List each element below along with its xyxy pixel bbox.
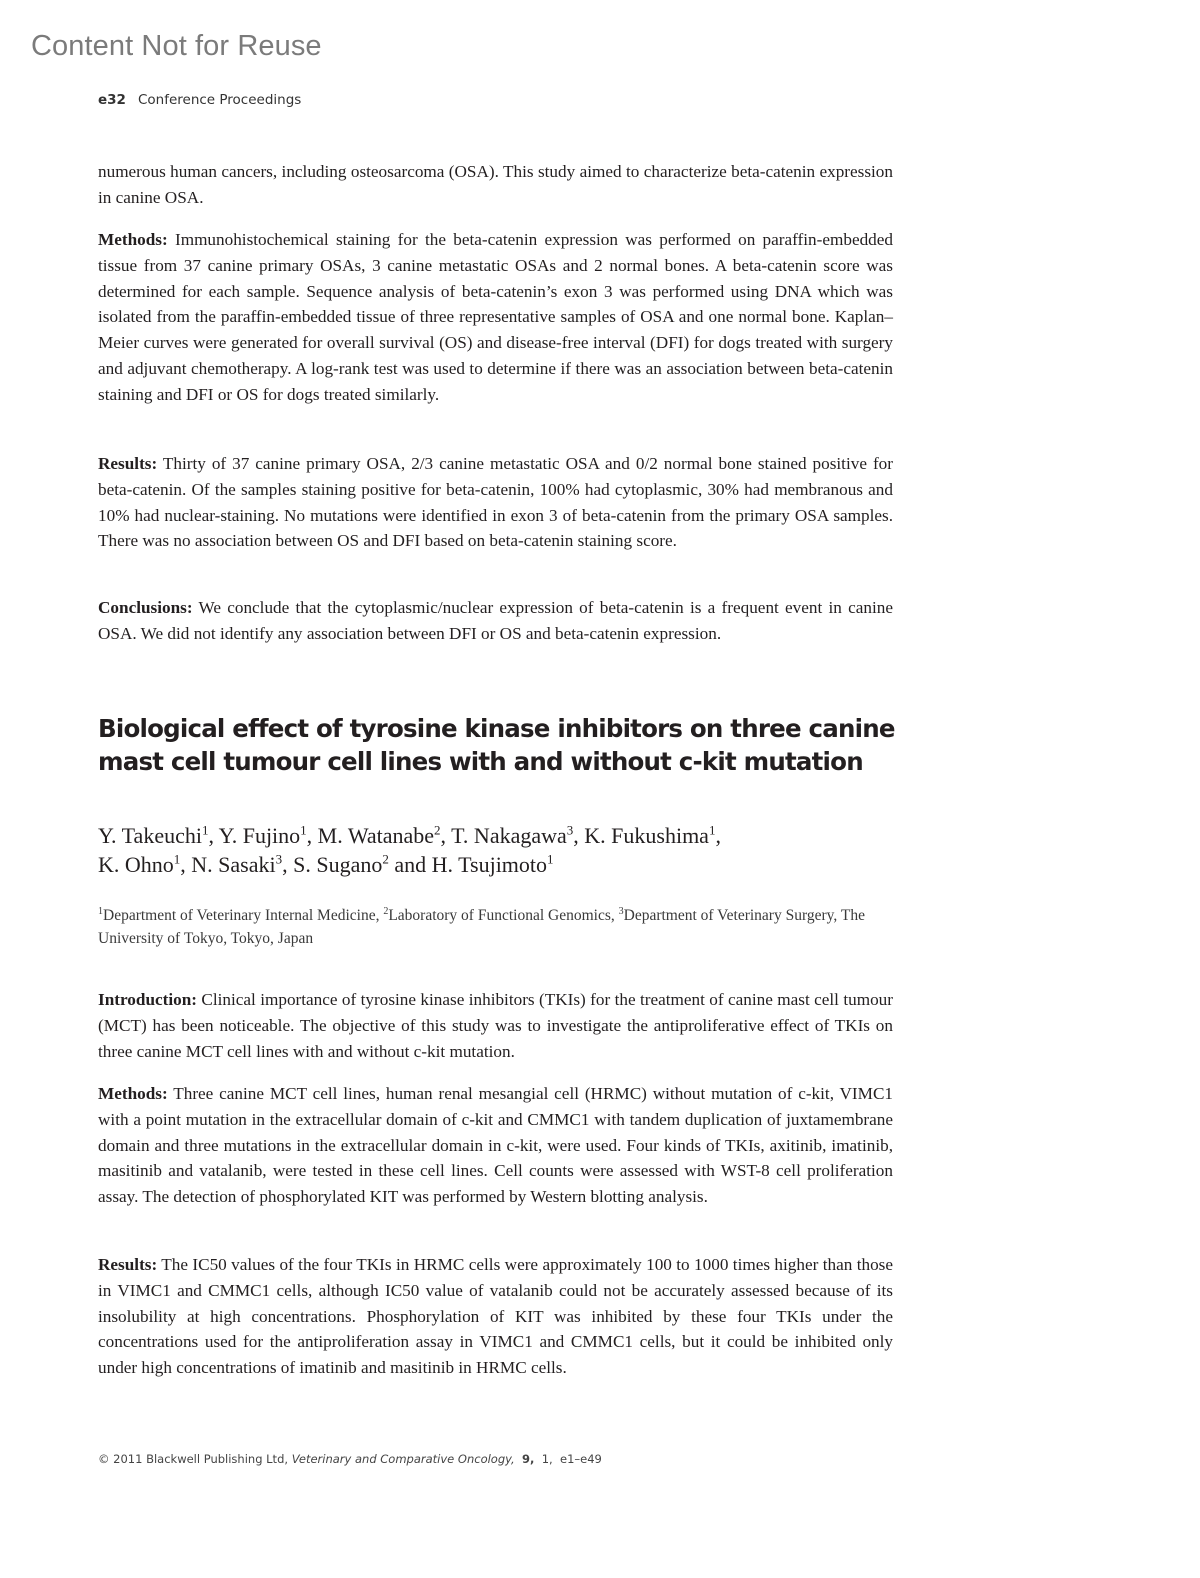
author: N. Sasaki$^3$, (191, 851, 294, 877)
affiliation: Department of Veterinary Surgery, The University of Tokyo, Tokyo, Japan (98, 907, 865, 947)
affiliations: $^1$Department of Veterinary Internal Medicine, $^2$Laboratory of Functional Genomics, $^3$Department of Veterinary Surgery, The University of Tokyo, Tokyo, Japan (98, 905, 865, 947)
methods-text: Three canine MCT cell lines, human renal mesangial cell (HRMC) without mutation of c-kit, VIMC1 with a point mutation in the extracellular domain of c-kit and CMMC1 with tandem duplication of juxtamembrane domain and three mutations in the extracellular domain in c-kit, were used. Four kinds of TKIs, axitinib, imatinib, masitinib and vatalanib, were tested in these cell lines. Cell counts were assessed with WST-8 cell proliferation assay. The detection of phosphorylated KIT was performed by Western blotting analysis. (98, 1084, 893, 1207)
author: Y. Takeuchi$^1$, (98, 822, 219, 848)
results-paragraph (98, 1252, 893, 1381)
methods-label: Methods: (98, 1084, 168, 1103)
author: H. Tsujimoto$^1$ (431, 851, 554, 877)
volume: 9, (522, 1452, 535, 1466)
introduction-label: Introduction: (98, 990, 198, 1009)
prev-abstract-continuation (98, 159, 893, 211)
author: K. Fukushima$^1$, (584, 822, 721, 848)
methods-label: Methods: (98, 230, 168, 249)
page-range: e1–e49 (560, 1452, 602, 1466)
journal-name: Veterinary and Comparative Oncology, (291, 1452, 515, 1466)
results-text: The IC50 values of the four TKIs in HRMC cells were approximately 100 to 1000 times higher than those in VIMC1 and CMMC1 cells, although IC50 value of vatalanib could not be accurately assessed because of its insolubility at high concentrations. Phosphorylation of KIT was inhibited by these four TKIs under the concentrations used for the antiproliferation assay in VIMC1 and CMMC1 cells, but it could be inhibited only under high concentrations of imatinib and masitinib in HRMC cells. (98, 1255, 893, 1378)
author-list (98, 821, 898, 879)
methods-text: Immunohistochemical staining for the beta-catenin expression was performed on paraffin-embedded tissue from 37 canine primary OSAs, 3 canine metastatic OSAs and 2 normal bones. A beta-catenin score was determined for each sample. Sequence analysis of beta-catenin’s exon 3 was performed using DNA which was isolated from the paraffin-embedded tissue of three representative samples of OSA and one normal bone. Kaplan–Meier curves were generated for overall survival (OS) and disease-free interval (DFI) for dogs treated with surgery and adjuvant chemotherapy. A log-rank test was used to determine if there was an association between beta-catenin staining and DFI or OS for dogs treated similarly. (98, 230, 893, 404)
page-number: e32 (98, 92, 126, 108)
conclusions-text: We conclude that the cytoplasmic/nuclear expression of beta-catenin is a frequent event in canine OSA. We did not identify any association between DFI or OS and beta-catenin expression. (98, 598, 893, 643)
author: T. Nakagawa$^3$, (451, 822, 585, 848)
results-label: Results: (98, 1255, 158, 1274)
author: K. Ohno$^1$, (98, 851, 192, 877)
prev-methods-paragraph (98, 227, 893, 408)
conclusions-label: Conclusions: (98, 598, 193, 617)
copyright: © 2011 Blackwell Publishing Ltd, (98, 1452, 292, 1466)
author: Y. Fujino$^1$, (218, 822, 318, 848)
prev-results-paragraph (98, 451, 893, 554)
running-head (98, 92, 301, 108)
page-footer (98, 1452, 602, 1466)
section-name: Conference Proceedings (137, 92, 302, 108)
affiliation: Department of Veterinary Internal Medicine, (103, 907, 384, 924)
results-label: Results: (98, 454, 158, 473)
author: S. Sugano$^2$ and (293, 851, 432, 877)
author: M. Watanabe$^2$, (317, 822, 452, 848)
methods-paragraph (98, 1081, 893, 1210)
affiliation: Laboratory of Functional Genomics, (388, 907, 619, 924)
introduction-text: Clinical importance of tyrosine kinase inhibitors (TKIs) for the treatment of canine mast cell tumour (MCT) has been noticeable. The objective of this study was to investigate the antiproliferative effect of TKIs on three canine MCT cell lines with and without c-kit mutation. (98, 990, 893, 1061)
watermark: Content Not for Reuse (31, 30, 322, 62)
issue: 1, (541, 1452, 553, 1466)
results-text: Thirty of 37 canine primary OSA, 2/3 canine metastatic OSA and 0/2 normal bone stained positive for beta-catenin. Of the samples staining positive for beta-catenin, 100% had cytoplasmic, 30% had membranous and 10% had nuclear-staining. No mutations were identified in exon 3 of beta-catenin from the primary OSA samples. There was no association between OS and DFI based on beta-catenin staining score. (98, 454, 893, 551)
abstract-title: Biological effect of tyrosine kinase inhibitors on three canine mast cell tumour cell lines with and without c-kit mutation (98, 714, 895, 776)
prev-conclusions-paragraph (98, 595, 893, 647)
continuation-text: numerous human cancers, including osteosarcoma (OSA). This study aimed to characterize beta-catenin expression in canine OSA. (98, 162, 893, 207)
introduction-paragraph (98, 987, 893, 1064)
